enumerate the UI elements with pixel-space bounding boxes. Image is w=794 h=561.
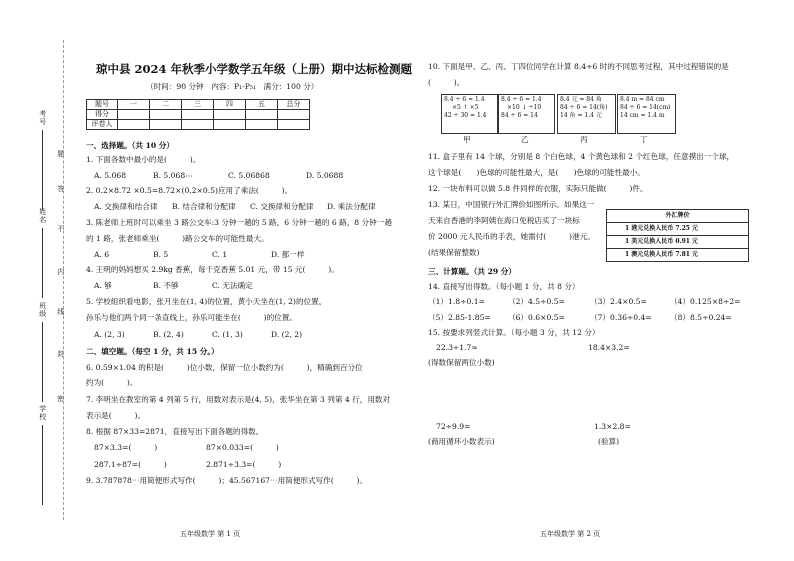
q8-item: 87×3.3=( ) [94,443,158,452]
question-5-cont: 孙乐与他们两个同一条直线上，孙乐可能坐在( )的位置。 [86,313,297,322]
calc-line: 84 ÷ 6 = 14 [501,112,538,120]
question-10-cont: ( )。 [428,78,465,87]
score-cell[interactable] [182,110,214,120]
q5-option-b: B. (2, 4) [153,330,184,339]
question-6: 6. 0.59×1.04 的积是( )位小数，保留一位小数约为( )，精确到百分位 [86,363,363,372]
name-label: 姓名 [38,208,47,224]
q15-a-note: (得数保留两位小数) [428,358,495,367]
q3-option-d: D. 都一样 [271,250,305,259]
question-13-line2: 天来自香港的李阿姨在海口免税店买了一块标 [428,216,580,225]
seal-char: 答 [56,185,65,193]
seal-char: 密 [56,395,65,403]
q14-item: （6）0.6×0.5= [508,313,565,322]
section-heading-3: 三、计算题。（共 29 分） [428,267,516,276]
section-heading-1: 一、选择题。（共 10 分） [86,141,174,150]
q14-item: （1）1.8÷0.1= [428,297,485,306]
q3-option-a: A. 6 [94,250,110,259]
question-13-line4: (结果保留整数) [428,248,480,257]
q15-d-note: (验算) [598,437,620,446]
calc-line: 8.4 元 = 84 角 [560,96,602,103]
calc-line: 42 ÷ 30 = 1.4 [444,112,487,120]
exam-no-line [42,130,43,210]
q15-c: 72÷9.9= [436,422,471,431]
exchange-rate-table [606,209,749,262]
score-cell[interactable] [118,110,150,120]
question-15: 15. 按要求列竖式计算。（每小题 3 分，共 12 分） [428,328,600,337]
page-1-footer: 五年级数学 第 1 页 [180,530,241,538]
score-header-cell: 五 [246,100,278,110]
binding-strip [0,0,52,561]
score-header-cell: 题号 [87,100,118,110]
q15-d: 1.3×2.8= [594,422,631,431]
q14-item: （5）2.85-1.85= [428,313,491,322]
question-11-cont: 这个球是( )色球的可能性最大，是( )色球的可能性最小。 [428,168,645,177]
q5-option-d: D. (2, 2) [271,330,303,339]
q5-option-c: C. (1, 3) [212,330,243,339]
question-9: 9. 3.787878⋯用简便形式写作( )；45.567167⋯用简便形式写作( )。 [86,476,368,485]
school-label: 学校 [38,405,47,421]
school-line [42,425,43,505]
q1-option-c: C. 5.06868 [228,171,270,180]
score-cell[interactable] [246,110,278,120]
score-header-cell: 一 [118,100,150,110]
calc-line: ×5 ↑ ×5 [452,104,479,112]
score-cell[interactable] [150,120,182,130]
question-3: 3. 陈老师上班时可以乘坐 3 路公交车:3 分钟一趟的 5 路，6 分钟一趟的 6 路，8 分钟一趟 [86,218,392,227]
score-cell[interactable] [150,110,182,120]
section-heading-2: 二、填空题。（每空 1 分，共 15 分。） [86,347,219,356]
question-1: 1. 下面各数中最小的是( )。 [86,155,201,164]
score-header-cell: 总分 [278,100,310,110]
calc-line: 84 ÷ 6 = 14(角) [560,104,608,112]
rate-title: 外汇牌价 [665,212,690,219]
rate-row: 1 港元兑换人民币 7.25 元 [607,222,748,235]
q14-item: （2）4.5÷0.5= [508,297,565,306]
q1-option-b: B. 5.068⋯ [153,171,193,180]
q4-option-c: C. 无法确定 [212,281,253,290]
q8-item: 2.871÷3.3=( ) [206,460,282,469]
calc-line: 14 cm = 1.4 m [620,112,665,120]
score-header-cell: 三 [182,100,214,110]
score-cell[interactable] [278,120,310,130]
class-line [42,322,43,402]
q3-option-c: C. 1 [212,250,228,259]
calc-line: ×10 ↓ ÷10 [507,104,542,112]
score-cell[interactable] [214,110,246,120]
score-cell[interactable] [182,120,214,130]
q14-item: （7）0.36÷0.4= [590,313,652,322]
question-2: 2. 0.2×8.72 ×0.5=8.72×(0.2×0.5)应用了乘法( )。 [86,186,293,195]
score-table [86,99,310,130]
q2-option-d: D. 乘法分配律 [327,202,376,211]
box-label-yi: 乙 [521,135,529,144]
q14-item: （4）0.125×8÷2= [670,297,741,306]
class-label: 班级 [38,302,47,318]
question-3-cont: 的 1 路，张老师乘坐( )路公交车的可能性最大。 [86,234,269,243]
exam-meta: （时间：90 分钟 内容：P₁-P₅₁ 满分：100 分） [146,82,319,91]
question-14: 14. 直接写出得数。（每小题 1 分，共 8 分） [428,282,580,291]
question-8: 8. 根据 87×33=2871，直接写出下面各题的得数。 [86,427,264,436]
question-12: 12. 一块布料可以做 5.8 件同样的衣服，实际只能做( )件。 [428,184,648,193]
q14-item: （3）2.4×0.5= [590,297,647,306]
q3-option-b: B. 5 [153,250,169,259]
box-label-bing: 丙 [580,135,588,144]
seal-char: 题 [56,150,65,158]
score-header-cell: 二 [150,100,182,110]
page-2-footer: 五年级数学 第 2 页 [540,530,601,538]
page-title: 琼中县 2024 年秋季小学数学五年级（上册）期中达标检测题 [96,62,413,76]
calc-box-jia [441,94,498,134]
calc-line: 14 角 = 1.4 元 [560,112,602,120]
exam-no-label: 考号 [38,110,47,126]
seal-char: 封 [56,350,65,358]
box-label-jia: 甲 [463,135,471,144]
q8-item: 87×0.033=( ) [206,443,279,452]
calc-box-bing [557,94,616,134]
calc-line: 8.4 m = 84 cm [620,96,665,103]
calc-box-yi [498,94,555,134]
rate-row: 1 澳元兑换人民币 7.81 元 [607,248,748,261]
calc-line: 8.4 ÷ 6 = 1.4 [501,96,542,103]
question-4: 4. 王明的妈妈想买 2.9kg 香蕉，每千克香蕉 5.01 元，带 15 元( )。 [86,265,339,274]
box-label-ding: 丁 [640,135,648,144]
question-6-cont: 约为( )。 [86,378,138,387]
calc-line: 84 ÷ 6 = 14(cm) [620,104,671,112]
score-cell[interactable] [214,120,246,130]
q1-option-a: A. 5.068 [94,171,127,180]
question-10: 10. 下面是甲、乙、丙、丁四位同学在计算 8.4÷6 时的不同思考过程，其中过程错误的是 [428,62,729,71]
seal-char: 不 [56,225,65,233]
question-7-cont: 表示是( )。 [86,411,146,420]
q5-option-a: A. (2, 3) [94,330,125,339]
score-cell[interactable] [278,110,310,120]
calc-line: 8.4 ÷ 6 = 1.4 [444,96,485,103]
q1-option-d: D. 5.0688 [306,171,344,180]
name-line [42,228,43,298]
question-13: 13. 某日，中国银行外汇牌价如图所示。如果这一 [428,200,595,209]
q2-option-c: C. 交换律和分配律 [250,202,314,211]
score-row-label: 评卷人 [87,120,118,130]
q4-option-a: A. 够 [94,281,112,290]
calc-box-ding [617,94,676,134]
question-13-line3: 价 2000 元人民币的手表，她需付( )港元。 [428,232,595,241]
score-row-label: 得分 [87,110,118,120]
q8-item: 287.1÷87=( ) [94,460,167,469]
q2-option-a: A. 交换律和结合律 [94,202,158,211]
seal-char: 内 [56,268,65,276]
question-5: 5. 学校组织看电影，张月坐在(1, 4)的位置，黄小天坐在(1, 2)的位置， [86,297,327,306]
score-cell[interactable] [118,120,150,130]
question-11: 11. 盒子里有 14 个球，分别是 8 个白色球，4 个黄色球和 2 个红色球，任意摸出一个球， [428,152,735,161]
q4-option-b: B. 不够 [153,281,179,290]
q15-b: 18.4×3.2= [588,343,630,352]
q14-item: （8）8.5÷0.24= [670,313,732,322]
rate-row: 1 美元兑换人民币 0.91 元 [607,235,748,248]
q15-c-note: (商用循环小数表示) [428,437,495,446]
seal-line [63,40,64,520]
q2-option-b: B. 结合律和分配律 [172,202,236,211]
question-7: 7. 李明坐在教室的第 4 列第 5 行，用数对表示是(4, 5)，张华坐在第 3 列第 4 行，用数对 [86,395,391,404]
q15-a: 22.3÷1.7≈ [436,343,478,352]
score-cell[interactable] [246,120,278,130]
seal-char: 线 [56,308,65,316]
score-header-cell: 四 [214,100,246,110]
